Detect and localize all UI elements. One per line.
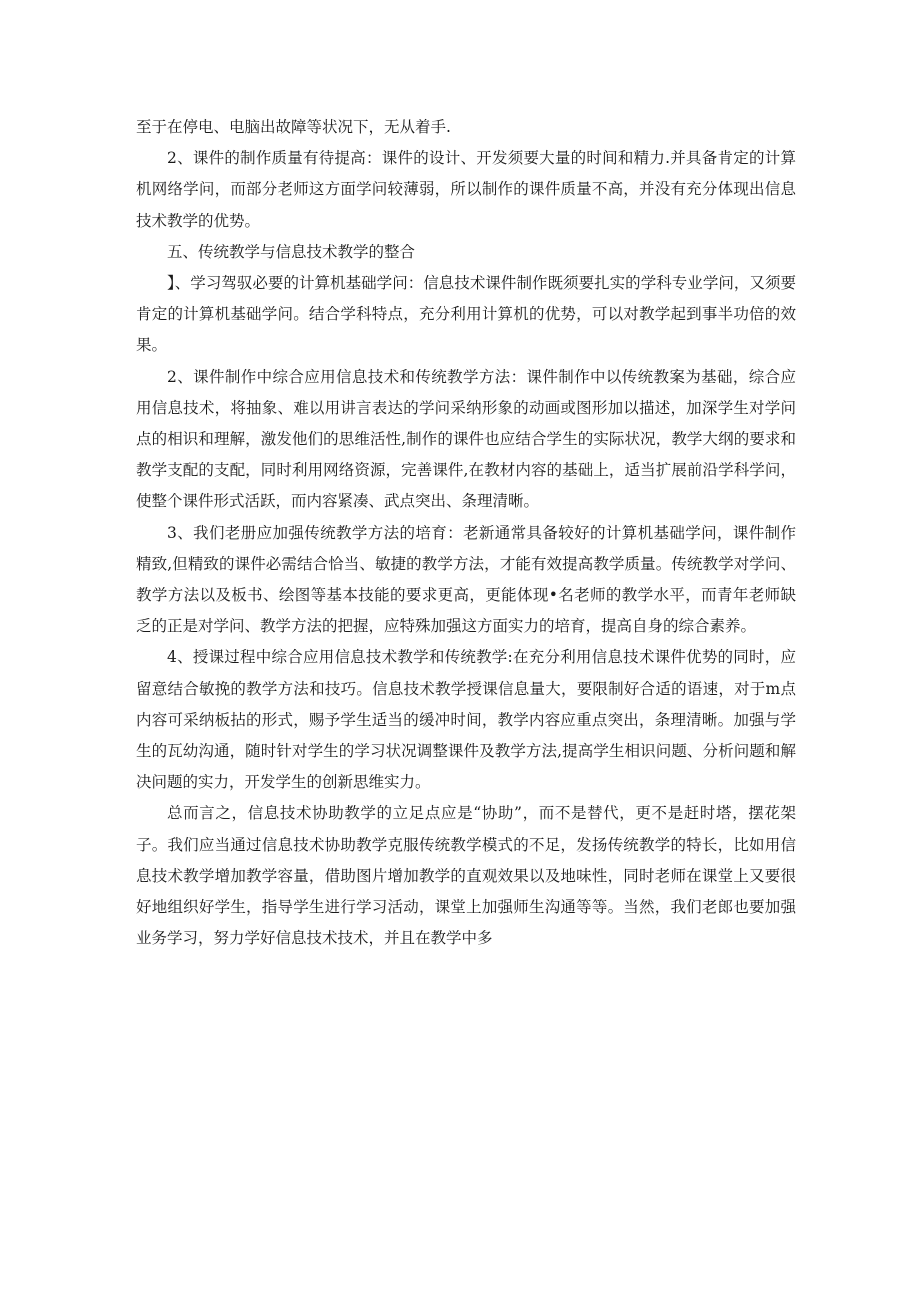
paragraph-traditional-methods: 3、我们老册应加强传统教学方法的培育：老新通常具备较好的计算机基础学问，课件制作精致,但精致的课件必需结合恰当、敏捷的教学方法，才能有效提高教学质量。传统教学对学问、教学方法以及板书、绘图等基本技能的要求更高，更能体现•名老师的教学水平，而青年老师缺乏的正是对学问、教学方法的把握，应特殊加强这方面实力的培育，提高自身的综合素养。: [136, 523, 796, 636]
paragraph-teaching-process: 4、授课过程中综合应用信息技术教学和传统教学:在充分利用信息技术课件优势的同时，应留意结合敏挽的教学方法和技巧。信息技术教学授课信息量大，要限制好合适的语速，对于m点内容可采纳板拈的形式，赐予学生适当的缓冲时间，教学内容应重点突出，条理清晰。加强与学生的瓦幼沟通，随时针对学生的学习状况调整课件及教学方法,提高学生相识问题、分析问题和解决问题的实力，开发学生的创新思维实力。: [136, 648, 796, 792]
paragraph-continuation: 至于在停电、电脑出故障等状况下，无从着手.: [136, 118, 451, 136]
section-heading-integration: 五、传统教学与信息技术教学的整合: [167, 242, 416, 261]
paragraph-computer-basics: 】、学习驾驭必要的计算机基础学问：信息技术课件制作既须要扎实的学科专业学问，又须要肯定的计算机基础学问。结合学科特点，充分利用计算机的优势，可以对教学起到事半功倍的效果。: [136, 274, 796, 355]
paragraph-courseware-quality: 2、课件的制作质量有待提高：课件的设计、开发须要大量的时间和精力.并具备肯定的计算机网络学问，而部分老师这方面学问较薄弱，所以制作的课件质量不高，并没有充分体现出信息技术教学的优势。: [136, 149, 796, 230]
paragraph-courseware-production: 2、课件制作中综合应用信息技术和传统教学方法：课件制作中以传统教案为基础，综合应用信息技术，将抽象、难以用讲言表达的学问采纳形象的动画或图形加以描述，加深学生对学问点的相识和理解，激发他们的思维活性,制作的课件也应结合学生的实际状况，教学大纲的要求和教学支配的支配，同时利用网络资源，完善课件,在教材内容的基础上，适当扩展前沿学科学问，使整个课件形式活跃，而内容紧凑、武点突出、条理清晰。: [136, 367, 796, 511]
paragraph-conclusion: 总而言之，信息技术协助教学的立足点应是“协助”，而不是替代，更不是赶时塔，摆花架子。我们应当通过信息技术协助教学克服传统教学模式的不足，发扬传统教学的特长，比如用信息技术教学增加教学容量，借助图片增加教学的直观效果以及地味性，同时老师在课堂上又要很好地组织好学生，指导学生进行学习活动，课堂上加强师生沟通等等。当然，我们老郎也要加强业务学习，努力学好信息技术技术，并且在教学中多: [136, 804, 796, 948]
document-body: [136, 112, 796, 954]
